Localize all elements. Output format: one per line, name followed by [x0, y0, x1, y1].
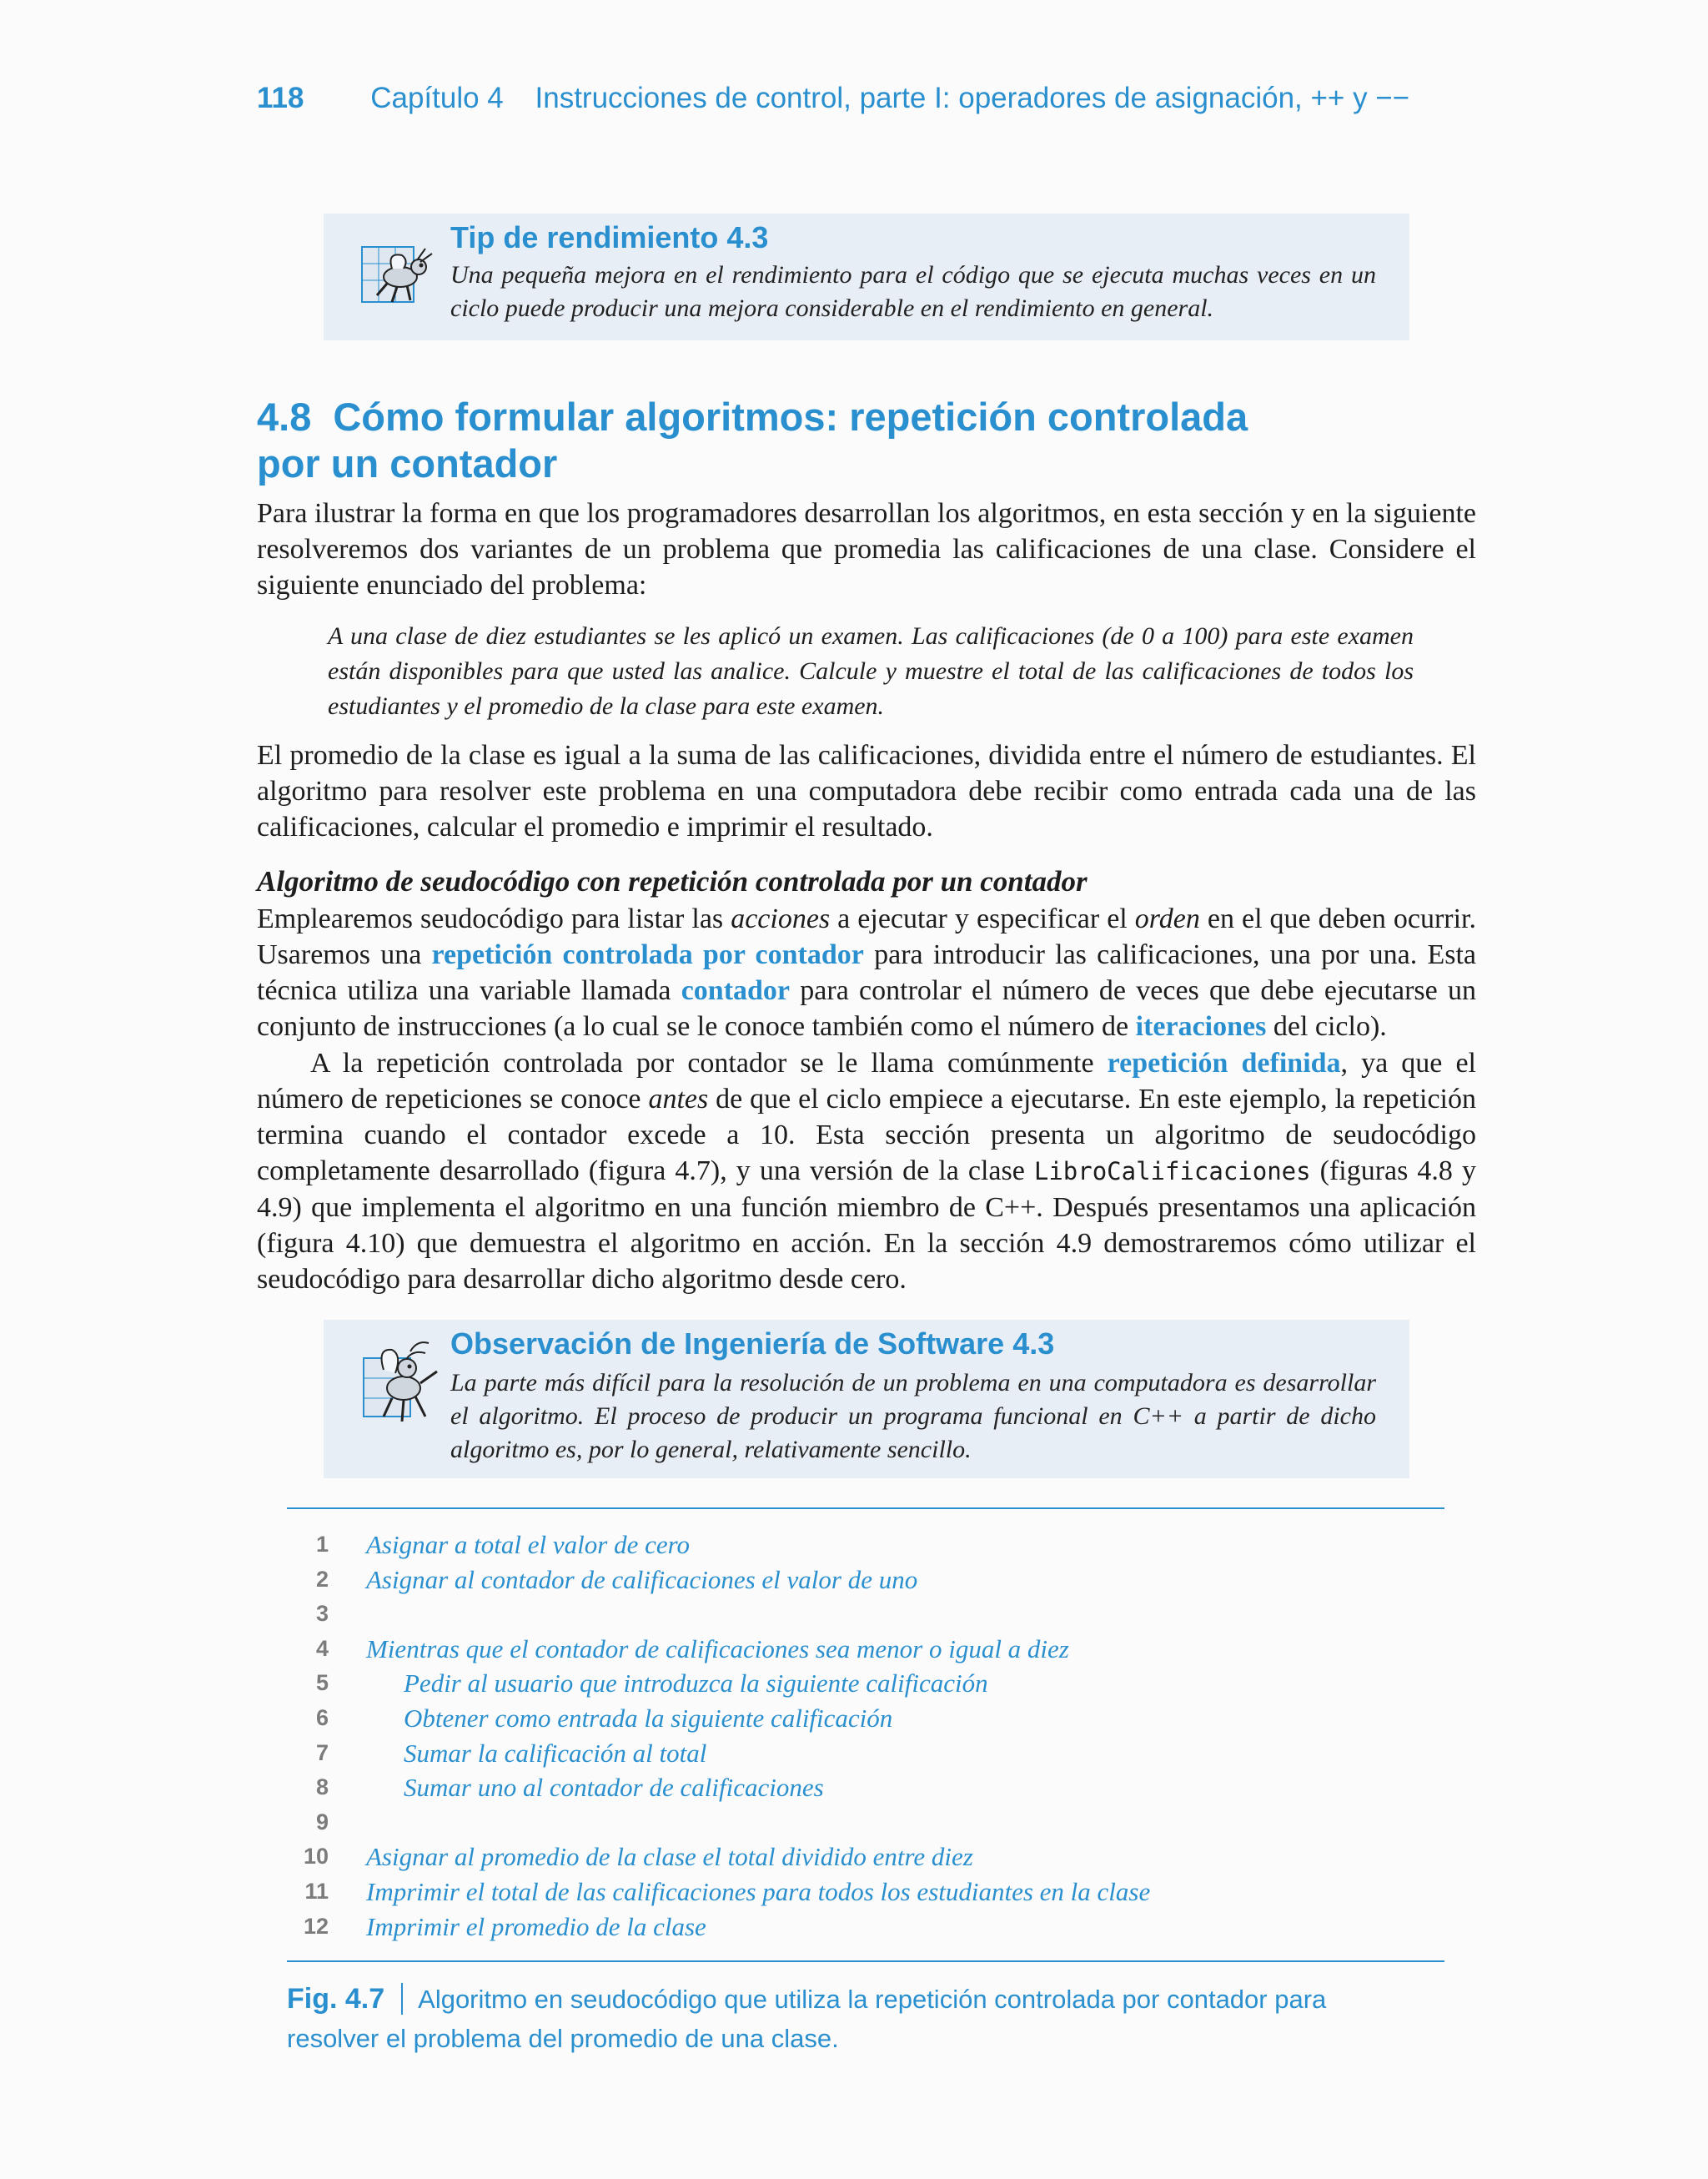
pseudocode-line: [287, 1839, 1444, 1875]
line-number: 6: [315, 1704, 329, 1730]
bug-engineer-icon: [359, 1336, 442, 1430]
software-engineering-box: [324, 1320, 1409, 1478]
text-run: (figuras 4.8 y 4.9) que implementa el algoritmo en una función miembro de C++. Después presentamos una aplicación (figura 4.10) que demuestra el algoritmo en acción. En la sección 4.9 demostraremos cómo utilizar el seudocódigo para desarrollar dicho algoritmo desde cero.: [257, 1155, 1476, 1295]
chapter-label: Capítulo 4: [370, 82, 504, 114]
pseudocode-text: Imprimir el total de las calificaciones para todos los estudiantes en la clase: [366, 1876, 1151, 1906]
pseudocode-line: [287, 1805, 1444, 1840]
line-number: 7: [315, 1739, 329, 1765]
emphasis-orden: orden: [1134, 903, 1200, 934]
performance-tip-box: [324, 214, 1409, 340]
key-term-definite-repetition: repetición definida: [1107, 1048, 1341, 1079]
pseudocode-text: Mientras que el contador de calificaciones sea menor o igual a diez: [366, 1633, 1069, 1663]
problem-statement: A una clase de diez estudiantes se les aplicó un examen. Las calificaciones (de 0 a 100) para este examen están disponibles para que usted las analice. Calcule y muestre el total de las calificaciones de todos los estudiantes y el promedio de la clase para este examen.: [328, 622, 1414, 720]
pseudocode-line: [287, 1910, 1444, 1945]
software-engineering-text: La parte más difícil para la resolución de un problema en una computadora es desarrollar el algoritmo. El proceso de producir un programa funcional en C++ a partir de dicho algoritmo es, por lo general, relativamente sencillo.: [450, 1369, 1376, 1463]
line-number: 11: [304, 1878, 329, 1904]
intro-paragraph: Para ilustrar la forma en que los programadores desarrollan los algoritmos, en esta sección y en la siguiente resolveremos dos variantes de un problema que promedia las calificaciones de una clase. Considere el siguiente enunciado del problema:: [257, 498, 1476, 601]
pseudocode-text: Sumar la calificación al total: [404, 1738, 707, 1768]
line-number: 1: [315, 1532, 329, 1557]
code-class-name: LibroCalificaciones: [1033, 1157, 1311, 1185]
pseudocode-paragraph: [257, 901, 1476, 1044]
figure-label: Fig. 4.7: [287, 1983, 385, 2015]
line-number: 4: [315, 1635, 329, 1661]
figure-caption: [287, 1980, 1421, 2058]
line-number: 5: [315, 1670, 329, 1696]
pseudocode-text: Pedir al usuario que introduzca la siguiente calificación: [404, 1668, 988, 1698]
figure-caption-text: Algoritmo en seudocódigo que utiliza la repetición controlada por contador para resolver el problema del promedio de una clase.: [287, 1985, 1327, 2053]
line-number: 8: [315, 1774, 329, 1800]
pseudocode-line: [287, 1563, 1444, 1598]
key-term-counter-repetition: repetición controlada por contador: [431, 939, 864, 970]
text-run: a ejecutar y especificar el: [830, 903, 1135, 934]
text-run: para introducir las calificaciones, una por una. Esta técnica utiliza una variable llamada: [257, 939, 1476, 1006]
pseudocode-listing: [287, 1527, 1444, 1944]
emphasis-antes: antes: [648, 1084, 709, 1115]
pseudocode-text: Sumar uno al contador de calificaciones: [404, 1773, 824, 1803]
pseudocode-line: [287, 1527, 1444, 1563]
text-run: Emplearemos seudocódigo para listar las: [257, 903, 731, 934]
definite-repetition-paragraph: [257, 1045, 1476, 1297]
performance-tip-title: Tip de rendimiento 4.3: [450, 220, 769, 254]
pseudocode-text: Imprimir el promedio de la clase: [366, 1911, 706, 1941]
chapter-title: Instrucciones de control, parte I: operadores de asignación, ++ y −−: [535, 82, 1410, 114]
section-title-line1: Cómo formular algoritmos: repetición controlada: [333, 395, 1248, 439]
pseudocode-line: [287, 1701, 1444, 1736]
pseudocode-line: [287, 1736, 1444, 1771]
pseudocode-text: Obtener como entrada la siguiente calificación: [404, 1703, 893, 1733]
performance-tip-text: Una pequeña mejora en el rendimiento para el código que se ejecuta muchas veces en un ciclo puede producir una mejora considerable en el rendimiento en general.: [450, 261, 1376, 322]
page-number: 118: [257, 82, 304, 114]
text-run: para controlar el número de veces que debe ejecutarse un conjunto de instrucciones (a lo cual se le conoce también como el número de: [257, 975, 1476, 1042]
line-number: 9: [315, 1809, 329, 1834]
text-run: de que el ciclo empiece a ejecutarse. En este ejemplo, la repetición termina cuando el contador excede a 10. Esta sección presenta un algoritmo de seudocódigo completamente desarrollado (figura 4.7), y una versión de la clase: [257, 1084, 1476, 1186]
section-heading: [257, 394, 1466, 487]
software-engineering-title: Observación de Ingeniería de Software 4.3: [450, 1326, 1055, 1361]
text-run: A la repetición controlada por contador se le llama comúnmente: [310, 1048, 1108, 1079]
caption-separator: [401, 1983, 403, 2015]
figure-top-rule: [287, 1507, 1444, 1509]
text-run: en el que deben ocurrir. Usaremos una: [257, 903, 1476, 970]
emphasis-acciones: acciones: [731, 903, 831, 934]
line-number: 2: [315, 1566, 329, 1592]
pseudocode-text: Asignar a total el valor de cero: [366, 1530, 691, 1559]
pseudocode-text: Asignar al contador de calificaciones el valor de uno: [366, 1564, 918, 1594]
text-run: del ciclo).: [1266, 1011, 1387, 1042]
pseudocode-subheading: Algoritmo de seudocódigo con repetición controlada por un contador: [257, 865, 1088, 898]
line-number: 12: [303, 1913, 329, 1939]
bug-speed-icon: [359, 240, 439, 310]
section-number: 4.8: [257, 395, 312, 439]
pseudocode-line: [287, 1875, 1444, 1910]
text-run: , ya que el número de repeticiones se conoce: [257, 1048, 1476, 1115]
pseudocode-line: [287, 1632, 1444, 1667]
pseudocode-line: [287, 1597, 1444, 1632]
figure-bottom-rule: [287, 1960, 1444, 1962]
section-title-line2: por un contador: [257, 441, 558, 486]
running-header: [257, 82, 1409, 115]
line-number: 10: [303, 1844, 329, 1870]
pseudocode-line: [287, 1666, 1444, 1701]
key-term-counter: contador: [681, 975, 791, 1006]
key-term-iterations: iteraciones: [1135, 1011, 1267, 1042]
average-paragraph: El promedio de la clase es igual a la suma de las calificaciones, dividida entre el número de estudiantes. El algoritmo para resolver este problema en una computadora debe recibir como entrada cada una de las calificaciones, calcular el promedio e imprimir el resultado.: [257, 740, 1476, 843]
pseudocode-text: Asignar al promedio de la clase el total dividido entre diez: [366, 1842, 973, 1872]
line-number: 3: [315, 1601, 329, 1627]
pseudocode-line: [287, 1770, 1444, 1805]
